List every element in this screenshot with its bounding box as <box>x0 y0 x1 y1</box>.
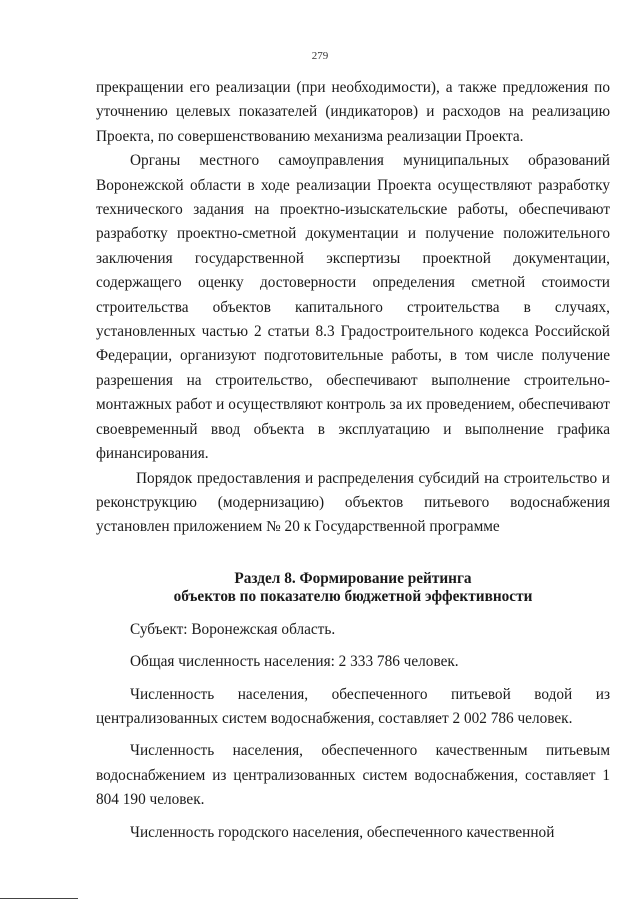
paragraph-quality-water: Численность населения, обеспеченного качественным питьевым водоснабжением из централизованных систем водоснабжения, составляет 1 804 190 человек. <box>96 742 610 809</box>
footer-divider <box>0 898 78 899</box>
paragraph-municipal-authorities: Органы местного самоуправления муниципальных образований Воронежской области в ходе реализации Проекта осуществляют разработку технического задания на проектно-изыскательские работы, обеспечивают разработку проектно-сметной документации и получение положительного заключения государственной экспертизы проектной документации, содержащего оценку достоверности определения сметной стоимости строительства объектов капитального строительства в случаях, установленных частью 2 статьи 8.3 Градостроительного кодекса Российской Федерации, организуют подготовительные работы, в том числе получение разрешения на строительство, обеспечивают выполнение строительно-монтажных работ и осуществляют контроль за их проведением, обеспечивают своевременный ввод объекта в эксплуатацию и выполнение графика финансирования. <box>96 152 610 463</box>
page-number: 279 <box>311 50 329 62</box>
paragraph-subject: Субъект: Воронежская область. <box>130 620 336 638</box>
paragraph-centralized-water: Численность населения, обеспеченного питьевой водой из централизованных систем водоснабжения, составляет 2 002 786 человек. <box>96 685 610 727</box>
section-title-line2: объектов по показателю бюджетной эффективности <box>173 587 533 605</box>
section-title-line1: Раздел 8. Формирование рейтинга <box>234 569 472 587</box>
paragraph-continuation: прекращении его реализации (при необходимости), а также предложения по уточнению целевых показателей (индикаторов) и расходов на реализацию Проекта, по совершенствованию механизма реализации Проекта. <box>96 79 610 145</box>
section-title <box>96 570 610 606</box>
paragraph-urban-population: Численность городского населения, обеспеченного качественной <box>130 823 555 841</box>
paragraph-subsidy-procedure: Порядок предоставления и распределения субсидий на строительство и реконструкцию (модернизацию) объектов питьевого водоснабжения установлен приложением № 20 к Государственной программе <box>96 469 610 536</box>
document-body <box>96 76 610 845</box>
paragraph-total-population: Общая численность населения: 2 333 786 человек. <box>130 653 459 671</box>
